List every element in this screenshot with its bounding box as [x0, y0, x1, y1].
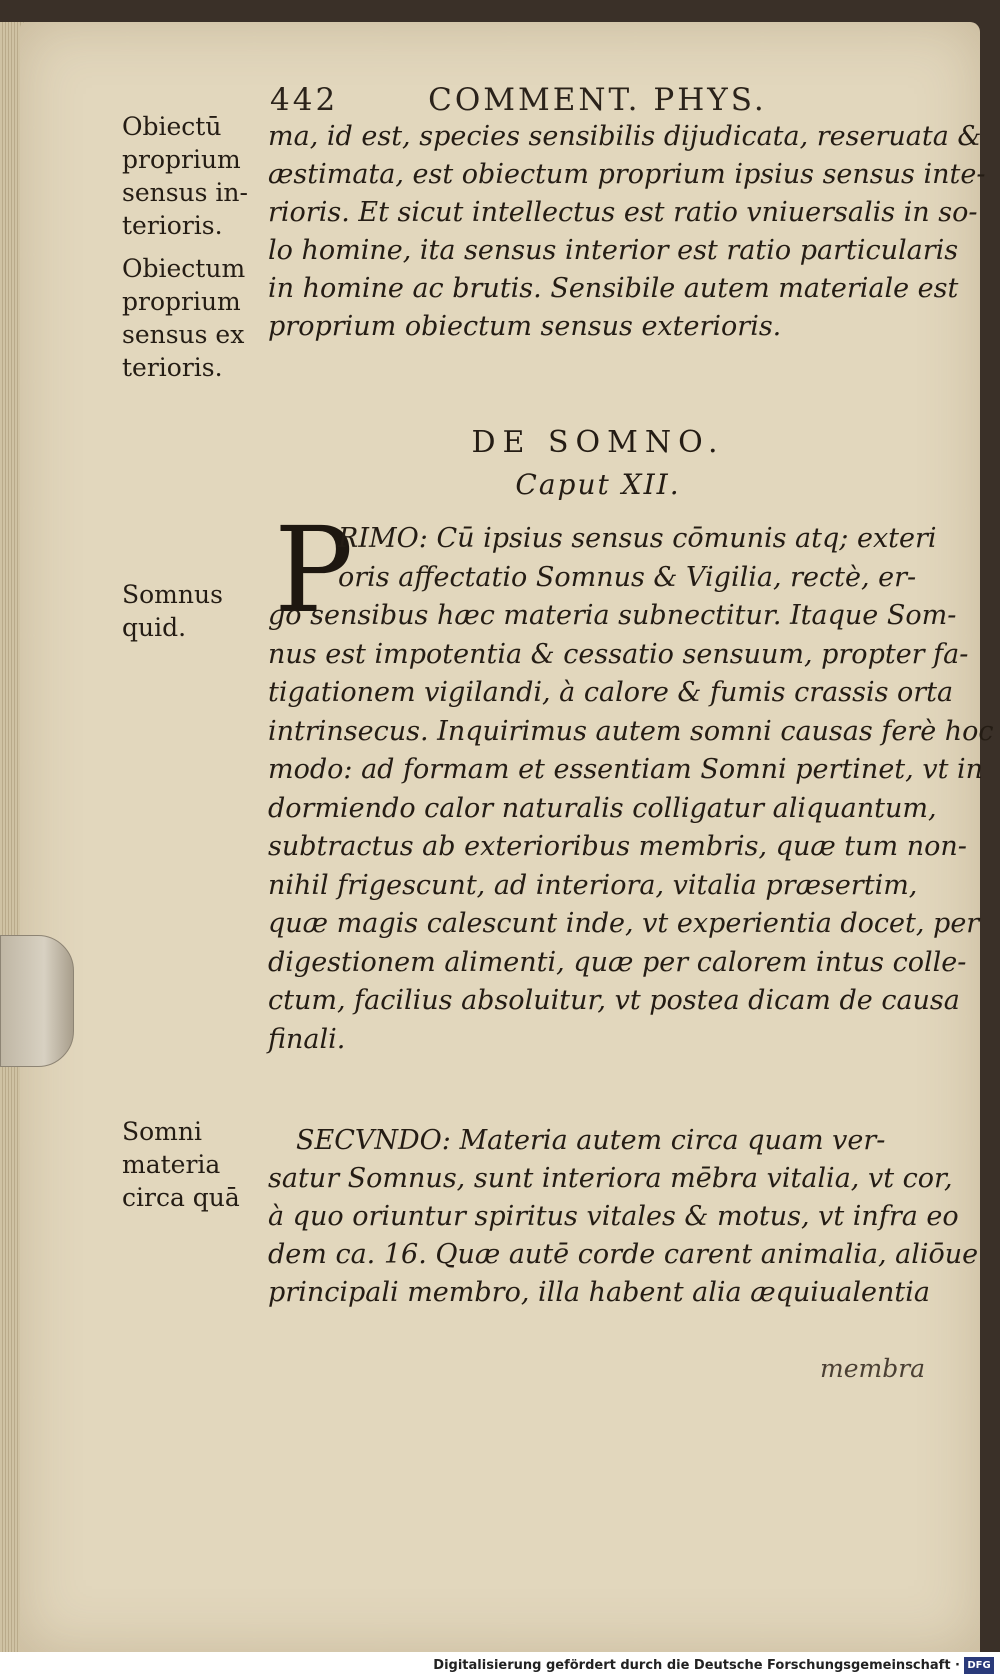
- footer-credit: Digitalisierung gefördert durch die Deutsche Forschungsgemeinschaft ·: [433, 1658, 960, 1673]
- page-clip: [0, 935, 74, 1067]
- section-title: DE SOMNO.: [471, 425, 725, 460]
- catchword: membra: [820, 1354, 926, 1383]
- page-number: 442: [270, 82, 339, 118]
- paragraph-primo: RIMO: Cū ipsius sensus cōmunis atq; exteri oris affectatio Somnus & Vigilia, rectè, er- go sensibus hæc materia subnectitur. Itaque Som- nus est impotentia & cessatio sensuum, propter fa- tigationem vigilandi, à calore & fumis crassis orta intrinsecus. Inquirimus autem somni causas ferè hoc modo: ad formam et essentiam Somni pertinet, vt in dormiendo calor naturalis colligatur aliquantum, subtractus ab exterioribus membris, quæ tum non- nihil frigescunt, ad interiora, vitalia præsertim, quæ magis calescunt inde, vt experientia docet, per digestionem alimenti, quæ per calorem intus colle- ctum, facilius absoluitur, vt postea dicam de causa finali.: [268, 523, 994, 1055]
- margin-note-somni-materia: Somni materia circa quā: [122, 1117, 240, 1212]
- intro-paragraph: ma, id est, species sensibilis dijudicata, reseruata & æstimata, est obiectum proprium ipsius sensus inte- rioris. Et sicut intellectus est ratio vniuersalis in so- lo homine, ita sensus interior est ratio particularis in homine ac brutis. Sensibile autem materiale est proprium obiectum sensus exterioris.: [268, 121, 986, 342]
- digitization-footer: [0, 1652, 1000, 1680]
- margin-note-obiectum-exterioris: Obiectum proprium sensus ex terioris.: [122, 254, 246, 382]
- margin-note-obiectum-interioris: Obiectū proprium sensus in- terioris.: [122, 112, 248, 240]
- margin-note-somnus-quid: Somnus quid.: [122, 580, 223, 642]
- dfg-logo: DFG: [964, 1657, 994, 1674]
- drop-capital: P: [274, 501, 354, 639]
- paragraph-secundo: SECVNDO: Materia autem circa quam ver- satur Somnus, sunt interiora mēbra vitalia, vt cor, à quo oriuntur spiritus vitales & motus, vt infra eo dem ca. 16. Quæ autē corde carent animalia, aliōue principali membro, illa habent alia æquiualentia: [268, 1125, 979, 1308]
- running-title: COMMENT. PHYS.: [428, 82, 767, 118]
- chapter-heading: Caput XII.: [515, 468, 681, 501]
- running-header: [270, 82, 830, 118]
